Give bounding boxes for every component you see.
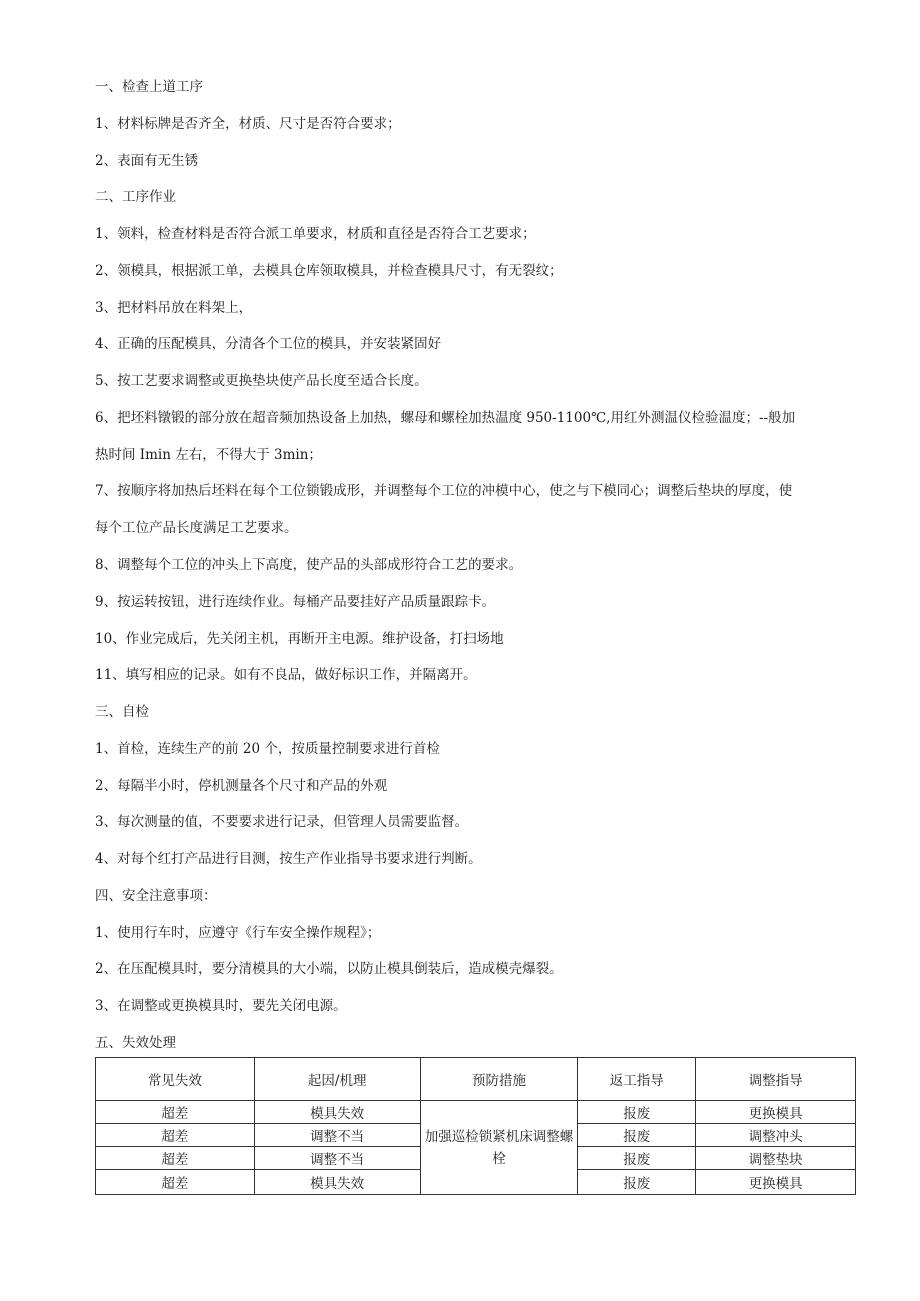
adjust-cell: 更换模具 bbox=[696, 1170, 856, 1195]
paragraph: 3、在调整或更换模具时，要先关闭电源。 bbox=[95, 998, 347, 1014]
failure-cell: 超差 bbox=[96, 1170, 255, 1195]
header-cell: 预防措施 bbox=[420, 1058, 578, 1101]
paragraph: 每个工位产品长度满足工艺要求。 bbox=[95, 520, 298, 536]
paragraph: 2、领模具，根据派工单，去模具仓库领取模具，并检查模具尺寸，有无裂纹； bbox=[95, 263, 563, 279]
failure-cell: 超差 bbox=[96, 1101, 255, 1124]
paragraph: 1、首检，连续生产的前 20 个，按质量控制要求进行首检 bbox=[95, 741, 440, 757]
adjust-cell: 调整垫块 bbox=[696, 1147, 856, 1170]
paragraph: 6、把坯料镦锻的部分放在超音频加热设备上加热，螺母和螺栓加热温度 950-1100℃,用红外测温仪检验温度；--般加 bbox=[95, 410, 796, 426]
section-heading-3: 三、自检 bbox=[95, 704, 149, 720]
paragraph: 2、在压配模具时，要分清模具的大小端，以防止模具倒装后，造成模壳爆裂。 bbox=[95, 961, 563, 977]
section-heading-1: 一、检查上道工序 bbox=[95, 79, 203, 95]
cause-cell: 模具失效 bbox=[254, 1101, 420, 1124]
paragraph: 1、领料，检查材料是否符合派工单要求，材质和直径是否符合工艺要求； bbox=[95, 226, 536, 242]
prevention-cell: 加强巡检锁紧机床调整螺栓 bbox=[420, 1101, 578, 1195]
paragraph: 3、把材料吊放在料架上， bbox=[95, 300, 253, 316]
paragraph: 3、每次测量的值，不要要求进行记录，但管理人员需要监督。 bbox=[95, 814, 469, 830]
failure-cell: 超差 bbox=[96, 1124, 255, 1147]
paragraph: 11、填写相应的记录。如有不良品，做好标识工作，并隔离开。 bbox=[95, 667, 477, 683]
header-cell: 返工指导 bbox=[578, 1058, 696, 1101]
rework-cell: 报废 bbox=[578, 1124, 696, 1147]
rework-cell: 报废 bbox=[578, 1170, 696, 1195]
paragraph: 热时间 Imin 左右，不得大于 3min； bbox=[95, 447, 322, 463]
header-cell: 调整指导 bbox=[696, 1058, 856, 1101]
failure-handling-table bbox=[95, 1057, 856, 1195]
paragraph: 7、按顺序将加热后坯料在每个工位锁锻成形，并调整每个工位的冲模中心，使之与下模同心；调整后垫块的厚度，使 bbox=[95, 483, 793, 499]
adjust-cell: 更换模具 bbox=[696, 1101, 856, 1124]
rework-cell: 报废 bbox=[578, 1101, 696, 1124]
paragraph: 2、表面有无生锈 bbox=[95, 153, 199, 169]
header-cell: 常见失效 bbox=[96, 1058, 255, 1101]
paragraph: 4、正确的压配模具，分清各个工位的模具，并安装紧固好 bbox=[95, 336, 442, 352]
paragraph: 5、按工艺要求调整或更换垫块使产品长度至适合长度。 bbox=[95, 373, 428, 389]
rework-cell: 报废 bbox=[578, 1147, 696, 1170]
section-heading-4: 四、安全注意事项： bbox=[95, 888, 217, 904]
table-header-row bbox=[96, 1058, 856, 1101]
paragraph: 9、按运转按钮，进行连续作业。每桶产品要挂好产品质量跟踪卡。 bbox=[95, 594, 496, 610]
cause-cell: 调整不当 bbox=[254, 1124, 420, 1147]
paragraph: 10、作业完成后，先关闭主机，再断开主电源。维护设备，打扫场地 bbox=[95, 631, 504, 647]
table-row bbox=[96, 1101, 856, 1124]
header-cell: 起因/机理 bbox=[254, 1058, 420, 1101]
cause-cell: 调整不当 bbox=[254, 1147, 420, 1170]
paragraph: 8、调整每个工位的冲头上下高度，使产品的头部成形符合工艺的要求。 bbox=[95, 557, 523, 573]
cause-cell: 模具失效 bbox=[254, 1170, 420, 1195]
failure-cell: 超差 bbox=[96, 1147, 255, 1170]
paragraph: 4、对每个红打产品进行目测，按生产作业指导书要求进行判断。 bbox=[95, 851, 482, 867]
section-heading-5: 五、失效处理 bbox=[95, 1035, 176, 1051]
paragraph: 1、使用行车时，应遵守《行车安全操作规程》； bbox=[95, 925, 381, 941]
paragraph: 2、每隔半小时，停机测量各个尺寸和产品的外观 bbox=[95, 778, 388, 794]
section-heading-2: 二、工序作业 bbox=[95, 189, 176, 205]
paragraph: 1、材料标牌是否齐全，材质、尺寸是否符合要求； bbox=[95, 116, 401, 132]
adjust-cell: 调整冲头 bbox=[696, 1124, 856, 1147]
